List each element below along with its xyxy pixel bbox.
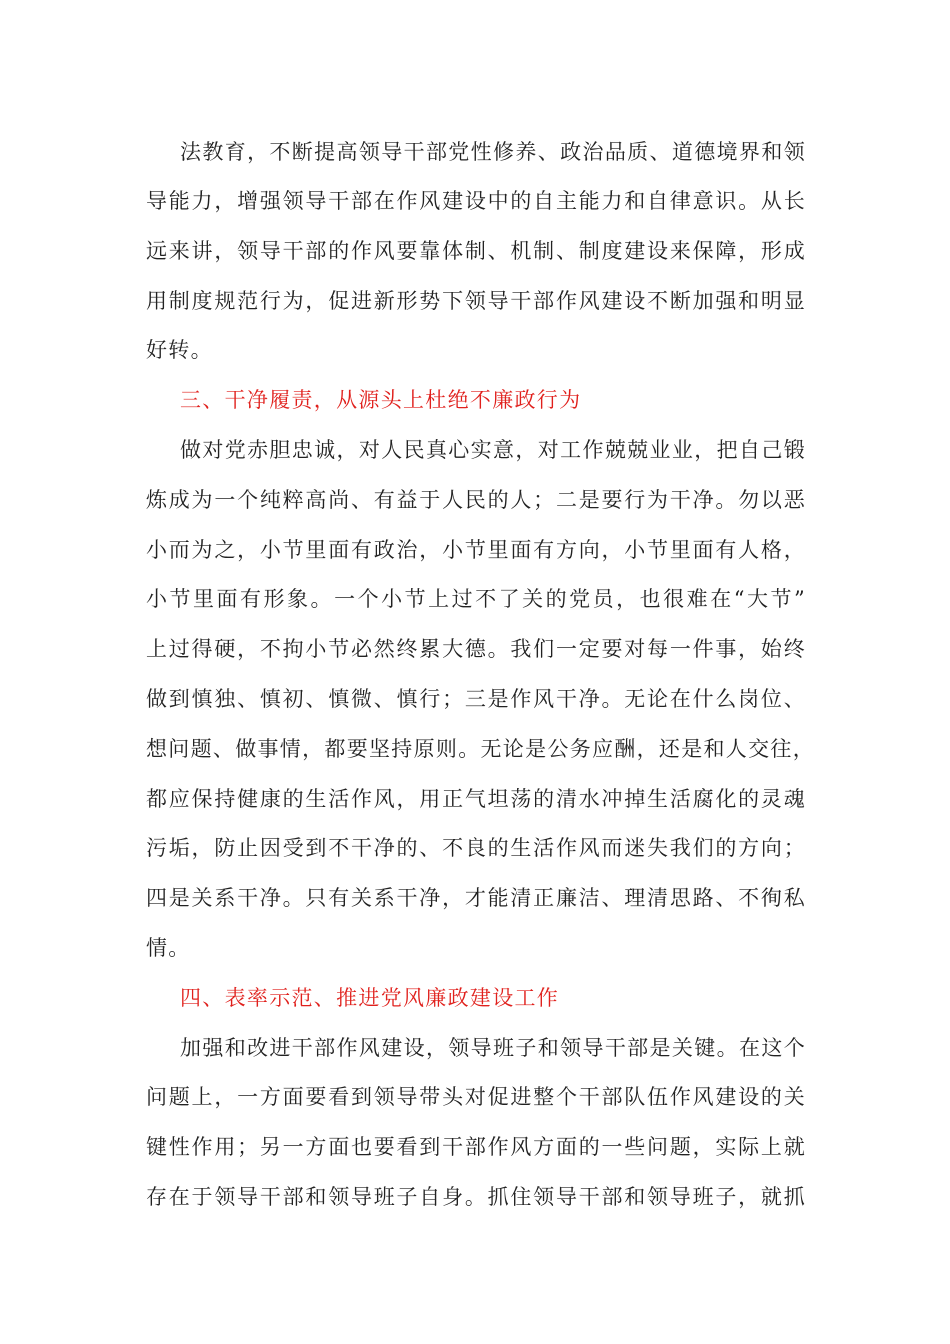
paragraph-line: 四是关系干净。只有关系干净，才能清正廉洁、理清思路、不徇私 — [146, 886, 806, 910]
paragraph-line: 做对党赤胆忠诚，对人民真心实意，对工作兢兢业业，把自己锻 — [180, 438, 806, 462]
section-heading: 三、干净履责，从源头上杜绝不廉政行为 — [180, 388, 582, 412]
paragraph-line: 小节里面有形象。一个小节上过不了关的党员，也很难在“大节” — [146, 587, 806, 611]
paragraph-line: 键性作用；另一方面也要看到干部作风方面的一些问题，实际上就 — [146, 1135, 806, 1159]
paragraph-line: 想问题、做事情，都要坚持原则。无论是公务应酬，还是和人交往， — [146, 737, 815, 761]
paragraph-line: 远来讲，领导干部的作风要靠体制、机制、制度建设来保障，形成 — [146, 239, 806, 263]
paragraph-line: 情。 — [146, 936, 191, 960]
paragraph-line: 做到慎独、慎初、慎微、慎行；三是作风干净。无论在什么岗位、 — [146, 687, 806, 711]
paragraph-line: 加强和改进干部作风建设，领导班子和领导干部是关键。在这个 — [180, 1036, 806, 1060]
paragraph-line: 问题上，一方面要看到领导带头对促进整个干部队伍作风建设的关 — [146, 1085, 806, 1109]
paragraph-line: 污垢，防止因受到不干净的、不良的生活作风而迷失我们的方向； — [146, 836, 806, 860]
paragraph-line: 法教育，不断提高领导干部党性修养、政治品质、道德境界和领 — [180, 140, 806, 164]
paragraph-line: 炼成为一个纯粹高尚、有益于人民的人；二是要行为干净。勿以恶 — [146, 488, 806, 512]
section-heading: 四、表率示范、推进党风廉政建设工作 — [180, 986, 560, 1010]
paragraph-line: 小而为之，小节里面有政治，小节里面有方向，小节里面有人格， — [146, 538, 806, 562]
paragraph-line: 导能力，增强领导干部在作风建设中的自主能力和自律意识。从长 — [146, 189, 806, 213]
paragraph-line: 都应保持健康的生活作风，用正气坦荡的清水冲掉生活腐化的灵魂 — [146, 787, 806, 811]
paragraph-line: 存在于领导干部和领导班子自身。抓住领导干部和领导班子，就抓 — [146, 1185, 806, 1209]
paragraph-line: 上过得硬，不拘小节必然终累大德。我们一定要对每一件事，始终 — [146, 637, 806, 661]
paragraph-line: 用制度规范行为，促进新形势下领导干部作风建设不断加强和明显 — [146, 289, 806, 313]
paragraph-line: 好转。 — [146, 338, 213, 362]
